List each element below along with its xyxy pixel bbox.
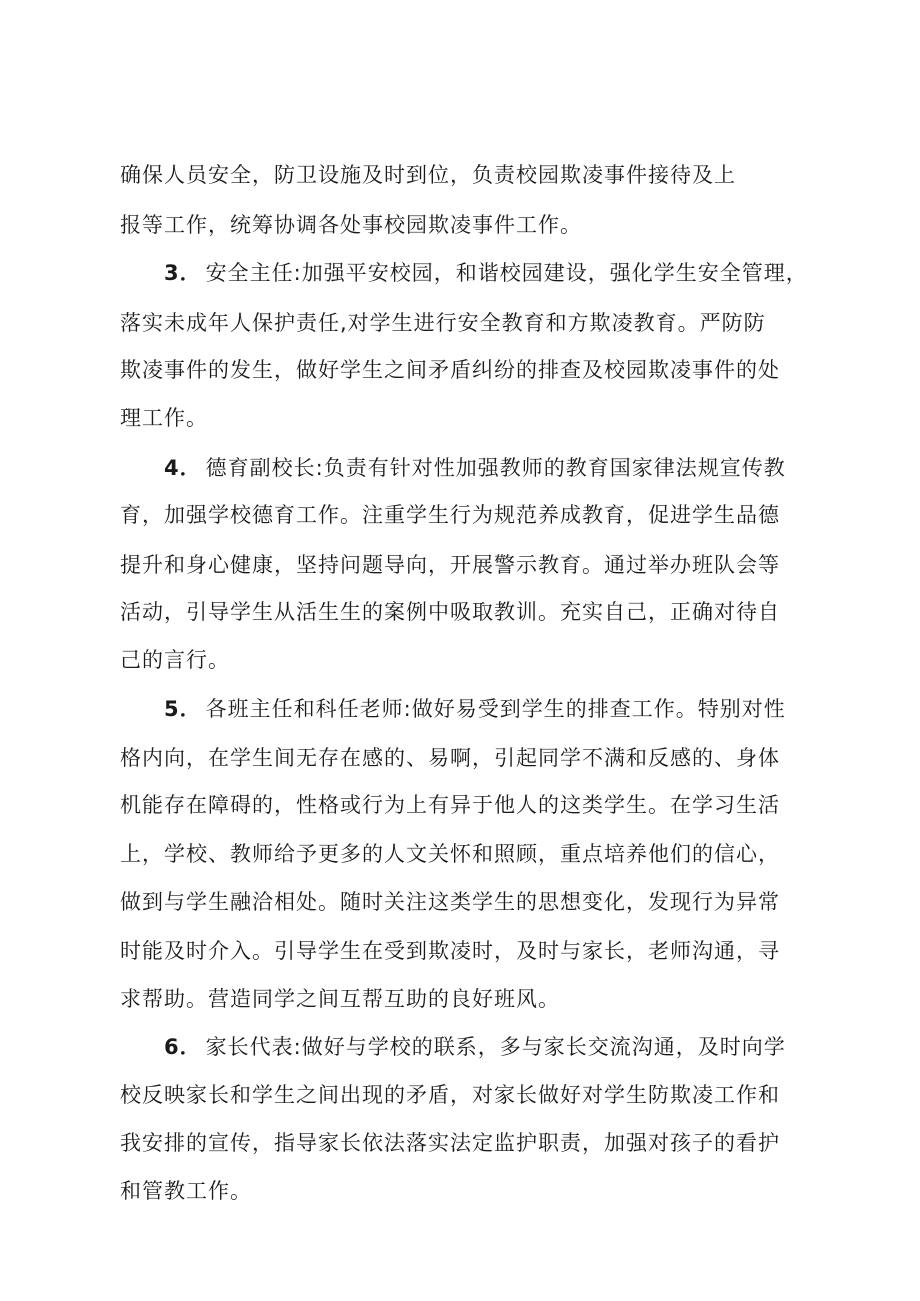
text-line: 理工作。 — [120, 406, 208, 430]
text-line: 欺凌事件的发生，做好学生之间矛盾纠纷的排查及校园欺凌事件的处 — [120, 358, 780, 382]
paragraph-3-first-line — [164, 258, 864, 288]
text-line: 时能及时介入。引导学生在受到欺凌时，及时与家长，老师沟通，寻 — [120, 939, 780, 963]
item-number: 3． — [164, 261, 202, 285]
text-line: 提升和身心健康，坚持问题导向，开展警示教育。通过举办班队会等 — [120, 553, 780, 577]
text-line: 机能存在障碍的，性格或行为上有异于他人的这类学生。在学习生活 — [120, 793, 780, 817]
text-line: 上，学校、教师给予更多的人文关怀和照顾，重点培养他们的信心， — [120, 842, 780, 866]
text-line: 落实未成年人保护责任,对学生进行安全教育和方欺凌教育。严防防 — [120, 311, 766, 335]
text-line: 格内向，在学生间无存在感的、易啊，引起同学不满和反感的、身体 — [120, 746, 780, 770]
item-number: 6． — [164, 1035, 202, 1059]
text-line: 育，加强学校德育工作。注重学生行为规范养成教育，促进学生品德 — [120, 503, 780, 527]
item-number: 5． — [164, 697, 202, 721]
text-line: 活动，引导学生从活生生的案例中吸取教训。充实自己，正确对待自 — [120, 600, 780, 624]
paragraph-6-first-line — [164, 1032, 864, 1062]
text-line: 报等工作，统筹协调各处事校园欺凌事件工作。 — [120, 213, 582, 237]
item-number: 4． — [164, 456, 202, 480]
text-line: 做到与学生融洽相处。随时关注这类学生的思想变化，发现行为异常 — [120, 890, 780, 914]
text-line: 己的言行。 — [120, 648, 230, 672]
paragraph-5-first-line — [164, 694, 864, 724]
text-line: 校反映家长和学生之间出现的矛盾，对家长做好对学生防欺凌工作和 — [120, 1083, 780, 1107]
text-line: 确保人员安全，防卫设施及时到位，负责校园欺凌事件接待及上 — [120, 163, 736, 187]
text-line: 求帮助。营造同学之间互帮互助的良好班风。 — [120, 987, 560, 1011]
text-line: 各班主任和科任老师:做好易受到学生的排查工作。特别对性 — [205, 697, 786, 721]
text-line: 家长代表:做好与学校的联系，多与家长交流沟通，及时向学 — [205, 1035, 786, 1059]
paragraph-4-first-line — [164, 453, 864, 483]
text-line: 德育副校长:负责有针对性加强教师的教育国家律法规宣传教 — [205, 456, 786, 480]
text-line: 安全主任:加强平安校园，和谐校园建设，强化学生安全管理， — [205, 261, 808, 285]
text-line: 和管教工作。 — [120, 1179, 252, 1203]
text-line: 我安排的宣传，指导家长依法落实法定监护职责，加强对孩子的看护 — [120, 1131, 780, 1155]
